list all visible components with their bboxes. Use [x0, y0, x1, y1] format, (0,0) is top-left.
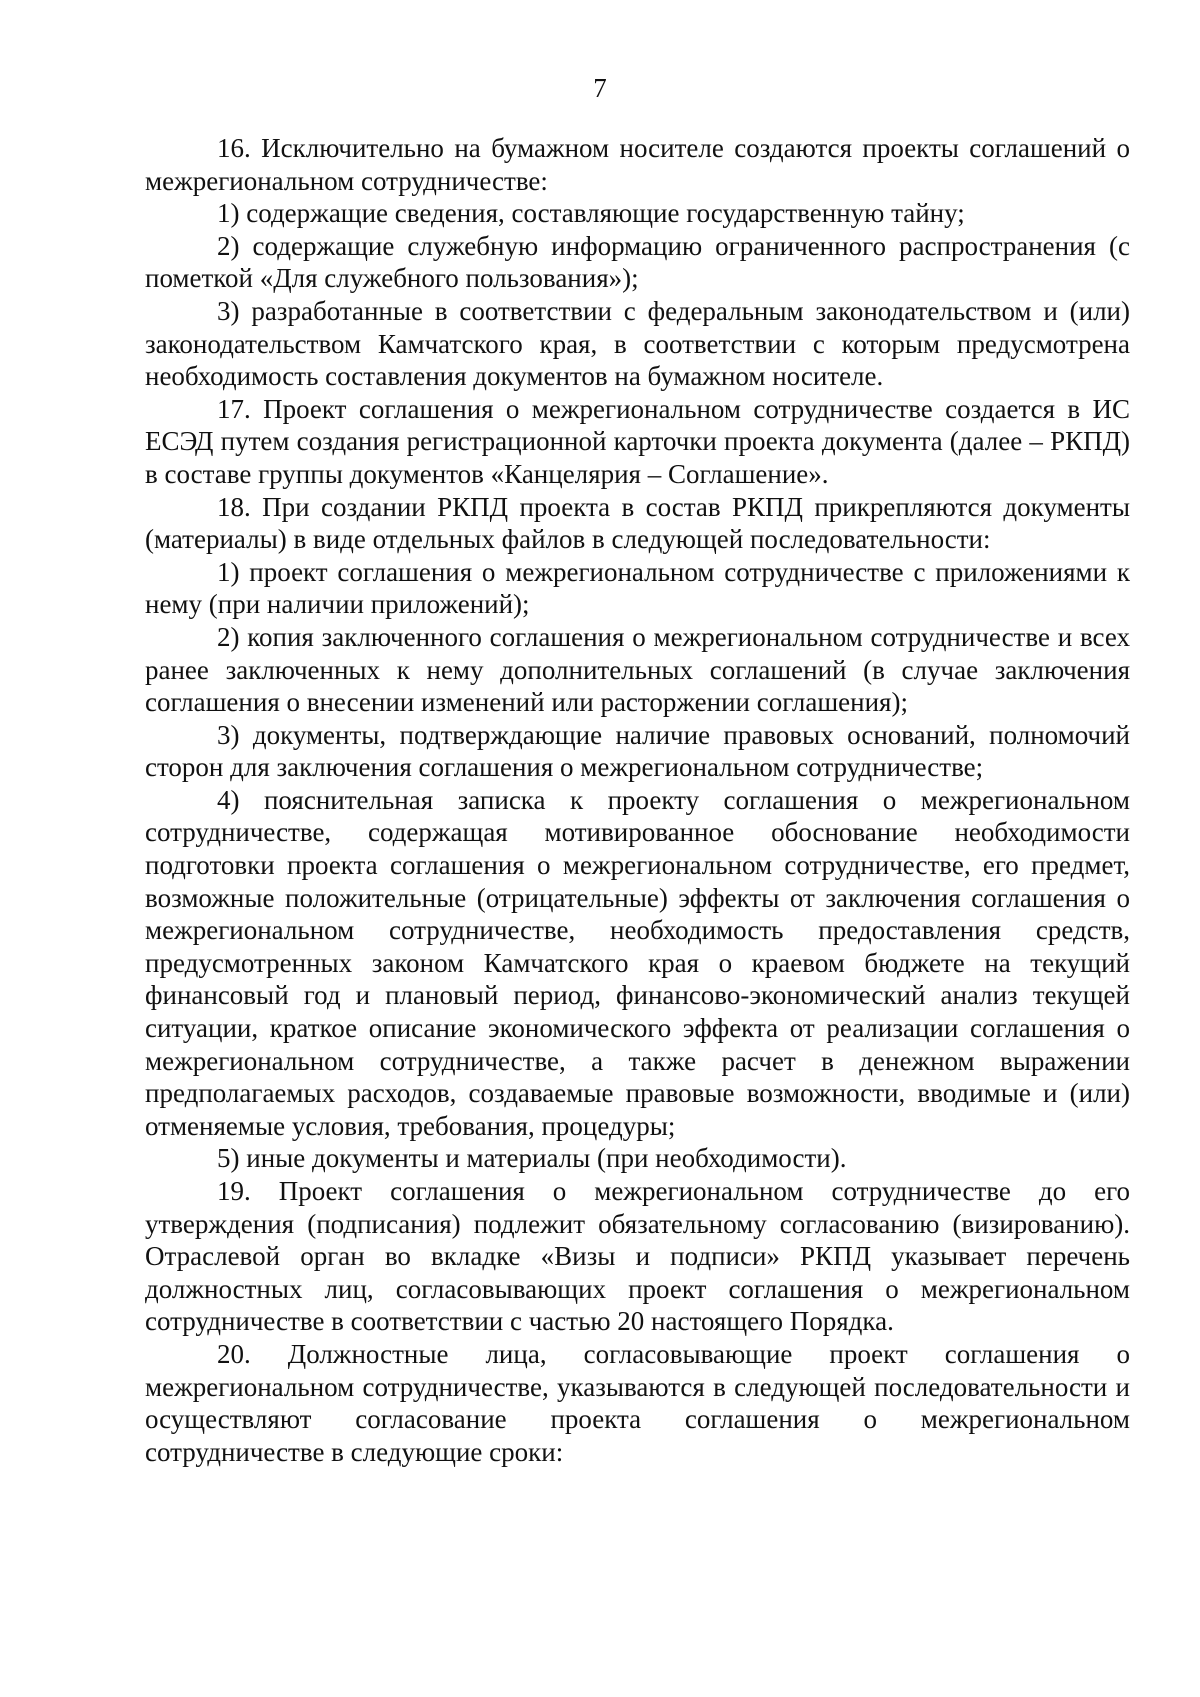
paragraph-19: 19. Проект соглашения о межрегиональном сотрудничестве до его утверждения (подписания) подлежит обязательному согласованию (визированию). Отраслевой орган во вкладке «Визы и подписи» РКПД указывает перечень должностных лиц, согласовывающих проект соглашения о межрегиональном сотрудничестве в соответствии с частью 20 настоящего Порядка.: [145, 1176, 1130, 1337]
paragraph-18-item-5: 5) иные документы и материалы (при необходимости).: [217, 1143, 847, 1174]
paragraph-18: 18. При создании РКПД проекта в состав РКПД прикрепляются документы (материалы) в виде отдельных файлов в следующей последовательности:: [145, 491, 1130, 555]
paragraph-18-item-1: 1) проект соглашения о межрегиональном сотрудничестве с приложениями к нему (при наличии приложений);: [145, 556, 1130, 620]
paragraph-20: 20. Должностные лица, согласовывающие проект соглашения о межрегиональном сотрудничестве, указываются в следующей последовательности и осуществляют согласование проекта соглашения о межрегиональном сотрудничестве в следующие сроки:: [145, 1338, 1130, 1467]
page-number: 7: [593, 73, 607, 103]
document-body: [145, 132, 1130, 1468]
paragraph-16-item-3: 3) разработанные в соответствии с федеральным законодательством и (или) законодательством Камчатского края, в соответствии с которым предусмотрена необходимость составления документов на бумажном носителе.: [145, 295, 1130, 392]
paragraph-18-item-2: 2) копия заключенного соглашения о межрегиональном сотрудничестве и всех ранее заключенных к нему дополнительных соглашений (в случае заключения соглашения о внесении изменений или расторжении соглашения);: [145, 621, 1130, 718]
paragraph-16-item-2: 2) содержащие служебную информацию ограниченного распространения (с пометкой «Для служебного пользования»);: [145, 230, 1130, 294]
paragraph-18-item-4: 4) пояснительная записка к проекту соглашения о межрегиональном сотрудничестве, содержащая мотивированное обоснование необходимости подготовки проекта соглашения о межрегиональном сотрудничестве, его предмет, возможные положительные (отрицательные) эффекты от заключения соглашения о межрегиональном сотрудничестве, необходимость предоставления средств, предусмотренных законом Камчатского края о краевом бюджете на текущий финансовый год и плановый период, финансово-экономический анализ текущей ситуации, краткое описание экономического эффекта от реализации соглашения о межрегиональном сотрудничестве, а также расчет в денежном выражении предполагаемых расходов, создаваемые правовые возможности, вводимые и (или) отменяемые условия, требования, процедуры;: [145, 784, 1130, 1141]
paragraph-16-item-1: 1) содержащие сведения, составляющие государственную тайну;: [217, 198, 965, 229]
paragraph-17: 17. Проект соглашения о межрегиональном сотрудничестве создается в ИС ЕСЭД путем создания регистрационной карточки проекта документа (далее – РКПД) в составе группы документов «Канцелярия – Соглашение».: [145, 393, 1130, 489]
paragraph-18-item-3: 3) документы, подтверждающие наличие правовых оснований, полномочий сторон для заключения соглашения о межрегиональном сотрудничестве;: [145, 719, 1130, 783]
paragraph-16: 16. Исключительно на бумажном носителе создаются проекты соглашений о межрегиональном сотрудничестве:: [145, 133, 1130, 196]
